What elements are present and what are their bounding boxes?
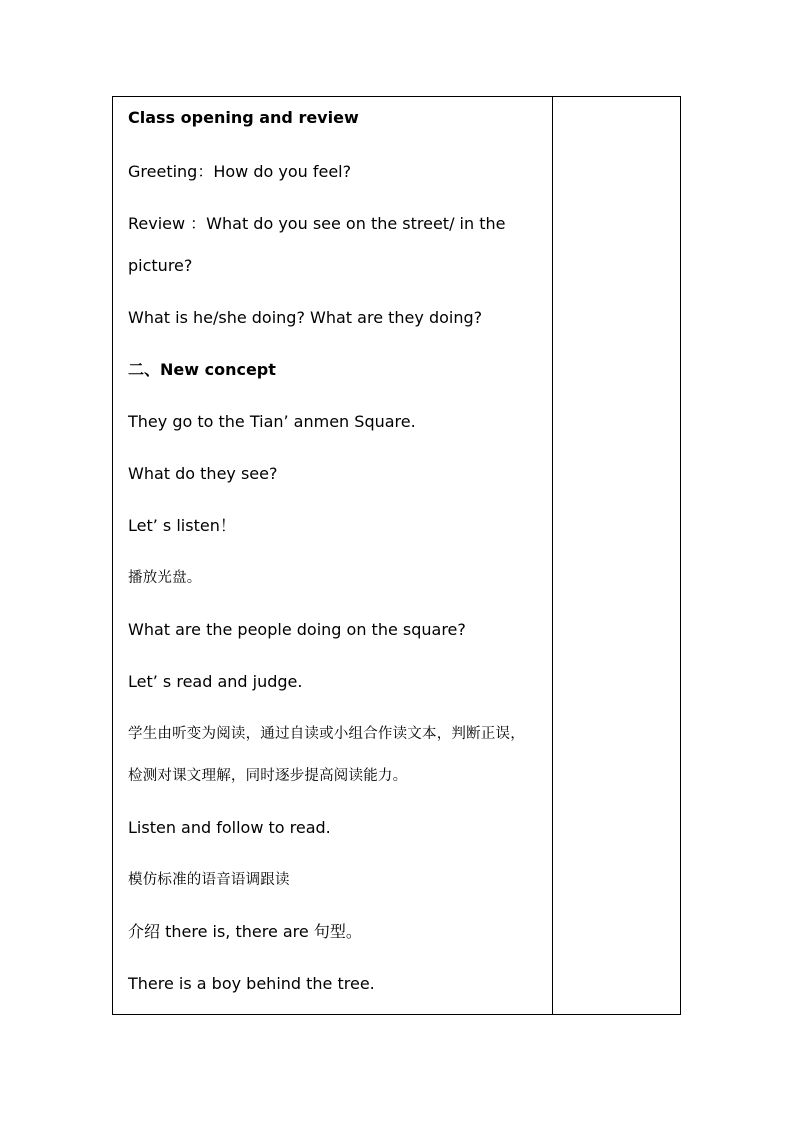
text-line: 介绍 there is, there are 句型。 [128, 922, 362, 941]
lesson-table [112, 96, 681, 1015]
note-line: 播放光盘。 [128, 570, 202, 586]
section-heading-new-concept: 二、New concept [128, 360, 276, 379]
note-line: 学生由听变为阅读，通过自读或小组合作读文本，判断正误， [128, 726, 525, 742]
greeting-line: Greeting：How do you feel? [128, 162, 352, 181]
text-line: What do they see? [128, 464, 278, 483]
question-line: What is he/she doing? What are they doing? [128, 308, 483, 327]
notes-column-cell [553, 97, 680, 1014]
text-line: There is a boy behind the tree. [128, 974, 375, 993]
review-line-continued: picture? [128, 256, 193, 275]
text-line: They go to the Tian’ anmen Square. [128, 412, 416, 431]
note-line: 检测对课文理解，同时逐步提高阅读能力。 [128, 768, 408, 784]
text-line: What are the people doing on the square? [128, 620, 466, 639]
text-line: Listen and follow to read. [128, 818, 331, 837]
text-line: Let’ s listen！ [128, 516, 236, 535]
note-line: 模仿标准的语音语调跟读 [128, 872, 290, 888]
section-heading-opening: Class opening and review [128, 108, 359, 127]
lesson-content-cell [113, 97, 553, 1014]
text-line: Let’ s read and judge. [128, 672, 303, 691]
review-line: Review ：What do you see on the street/ in the [128, 214, 506, 233]
